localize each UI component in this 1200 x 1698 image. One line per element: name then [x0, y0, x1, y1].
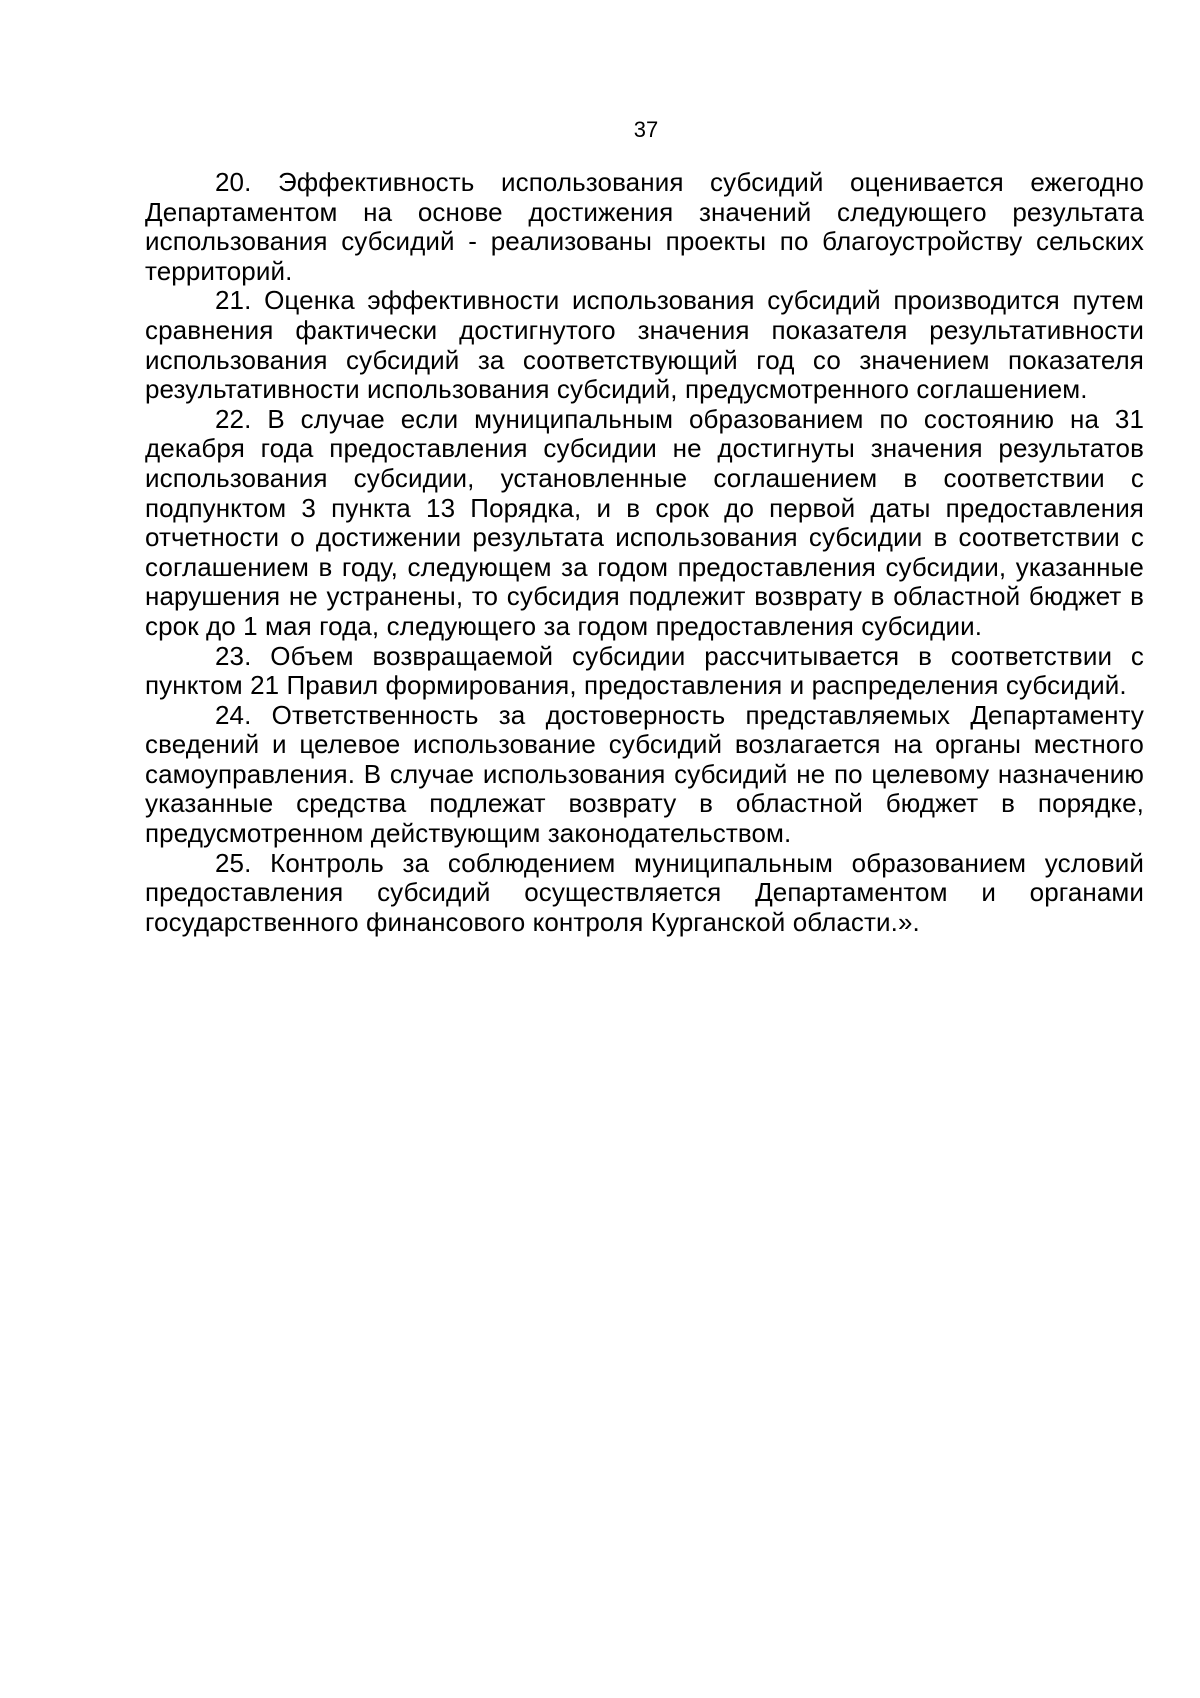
page-number: 37: [633, 117, 659, 142]
paragraph-22: 22. В случае если муниципальным образованием по состоянию на 31 декабря года предоставления субсидии не достигнуты значения результатов использования субсидии, установленные соглашением в соответствии с подпунктом 3 пункта 13 Порядка, и в срок до первой даты предоставления отчетности о достижении результата использования субсидии в соответствии с соглашением в году, следующем за годом предоставления субсидии, указанные нарушения не устранены, то субсидия подлежит возврату в областной бюджет в срок до 1 мая года, следующего за годом предоставления субсидии.: [145, 403, 1144, 641]
document-body: [145, 168, 1144, 937]
paragraph-23: 23. Объем возвращаемой субсидии рассчитывается в соответствии с пунктом 21 Правил формирования, предоставления и распределения субсидий.: [145, 640, 1144, 701]
paragraph-24: 24. Ответственность за достоверность представляемых Департаменту сведений и целевое использование субсидий возлагается на органы местного самоуправления. В случае использования субсидий не по целевому назначению указанные средства подлежат возврату в областной бюджет в порядке, предусмотренном действующим законодательством.: [145, 699, 1144, 849]
paragraph-25: 25. Контроль за соблюдением муниципальным образованием условий предоставления субсидий осуществляется Департаментом и органами государственного финансового контроля Курганской области.».: [145, 847, 1144, 937]
paragraph-21: 21. Оценка эффективности использования субсидий производится путем сравнения фактически достигнутого значения показателя результативности использования субсидий за соответствующий год со значением показателя результативности использования субсидий, предусмотренного соглашением.: [145, 285, 1144, 405]
paragraph-20: 20. Эффективность использования субсидий оценивается ежегодно Департаментом на основе достижения значений следующего результата использования субсидий - реализованы проекты по благоустройству сельских территорий.: [145, 167, 1144, 286]
